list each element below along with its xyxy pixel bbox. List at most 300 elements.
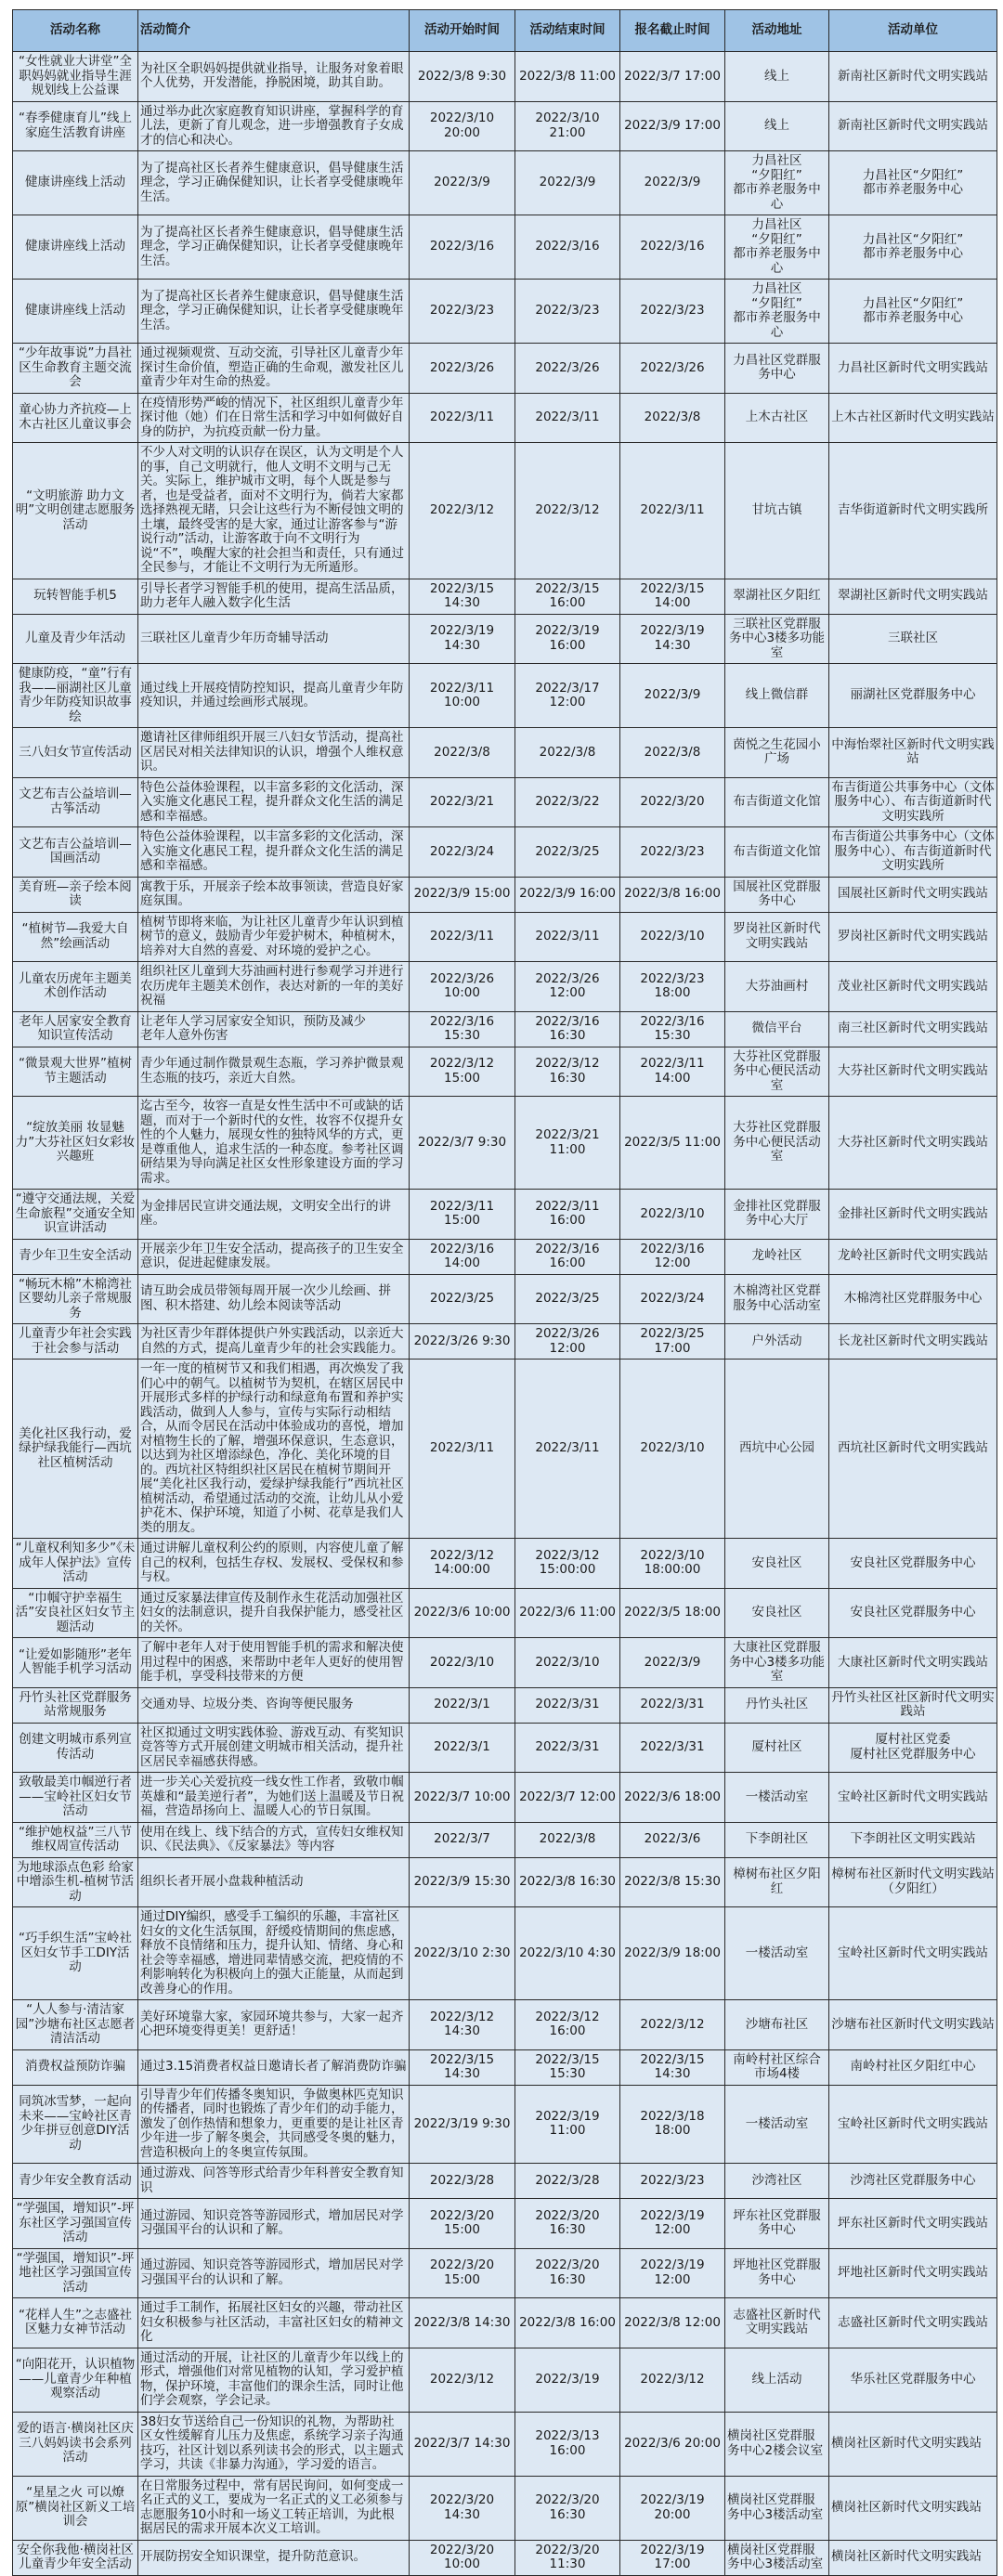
signup-deadline-cell: 2022/3/10 18:00:00 — [620, 1539, 725, 1589]
end-time-cell: 2022/3/15 15:30 — [515, 2049, 620, 2085]
header-start-time: 活动开始时间 — [410, 10, 515, 52]
activity-name-cell: “向阳花开，认识植物——儿童青少年种植观察活动 — [13, 2348, 138, 2412]
start-time-cell: 2022/3/11 — [410, 393, 515, 443]
end-time-cell: 2022/3/17 12:00 — [515, 664, 620, 728]
end-time-cell: 2022/3/12 15:00:00 — [515, 1539, 620, 1589]
table-row — [13, 1097, 997, 1190]
location-cell: 力昌社区党群服务中心 — [725, 344, 829, 394]
signup-deadline-cell: 2022/3/5 18:00 — [620, 1588, 725, 1638]
location-cell: 国展社区党群服务中心 — [725, 877, 829, 912]
header-signup-deadline: 报名截止时间 — [620, 10, 725, 52]
activity-description-cell: 社区拟通过文明实践体验、游戏互动、有奖知识竞答等方式开展创建文明城市相关活动，提升社区居民幸福感获得感。 — [138, 1723, 410, 1773]
start-time-cell: 2022/3/15 14:30 — [410, 2049, 515, 2085]
activity-description-cell: 通过讲解儿童权利公约的原则，内容使儿童了解自己的权利，包括生存权、发展权、受保权和参与权。 — [138, 1539, 410, 1589]
signup-deadline-cell: 2022/3/9 17:00 — [620, 101, 725, 151]
start-time-cell: 2022/3/20 15:00 — [410, 2248, 515, 2298]
location-cell: 大芬社区党群服务中心便民活动室 — [725, 1047, 829, 1097]
signup-deadline-cell: 2022/3/15 14:30 — [620, 2049, 725, 2085]
signup-deadline-cell: 2022/3/8 — [620, 728, 725, 778]
table-row — [13, 1011, 997, 1047]
organizer-cell: 布吉街道公共事务中心（文体服务中心）、布吉街道新时代文明实践所 — [829, 827, 997, 878]
start-time-cell: 2022/3/10 20:00 — [410, 101, 515, 151]
location-cell: 下李朗社区 — [725, 1822, 829, 1857]
organizer-cell: 吉华街道新时代文明实践所 — [829, 443, 997, 579]
activity-description-cell: 通过视频观赏、互动交流，引导社区儿童青少年探讨生命价值，塑造正确的生命观，激发社区儿童青少年对生命的热爱。 — [138, 344, 410, 394]
activity-name-cell: 消费权益预防诈骗 — [13, 2049, 138, 2085]
signup-deadline-cell: 2022/3/12 — [620, 2348, 725, 2412]
organizer-cell: 力昌社区“夕阳红” 都市养老服务中心 — [829, 280, 997, 344]
start-time-cell: 2022/3/9 15:30 — [410, 1857, 515, 1907]
activity-name-cell: 童心协力齐抗疫—上木古社区儿童议事会 — [13, 393, 138, 443]
location-cell: 丹竹头社区 — [725, 1687, 829, 1723]
activity-name-cell: 健康讲座线上活动 — [13, 215, 138, 280]
start-time-cell: 2022/3/9 15:00 — [410, 877, 515, 912]
start-time-cell: 2022/3/28 — [410, 2164, 515, 2199]
location-cell: 大芬油画村 — [725, 962, 829, 1012]
end-time-cell: 2022/3/25 — [515, 827, 620, 878]
table-row — [13, 2164, 997, 2199]
end-time-cell: 2022/3/8 — [515, 728, 620, 778]
table-row — [13, 877, 997, 912]
header-activity-description: 活动简介 — [138, 10, 410, 52]
organizer-cell: 三联社区 — [829, 614, 997, 664]
organizer-cell: 厦村社区党委 厦村社区党群服务中心 — [829, 1723, 997, 1773]
location-cell: 力昌社区 “夕阳红” 都市养老服务中心 — [725, 280, 829, 344]
activity-description-cell: 通过手工制作，拓展社区妇女的兴趣，带动社区妇女积极参与社区活动，丰富社区妇女的精神文化 — [138, 2298, 410, 2348]
start-time-cell: 2022/3/12 15:00 — [410, 1047, 515, 1097]
activity-name-cell: 老年人居家安全教育知识宣传活动 — [13, 1011, 138, 1047]
activity-description-cell: 通过3.15消费者权益日邀请长者了解消费防诈骗 — [138, 2049, 410, 2085]
organizer-cell: 丽湖社区党群服务中心 — [829, 664, 997, 728]
signup-deadline-cell: 2022/3/31 — [620, 1723, 725, 1773]
table-row — [13, 443, 997, 579]
organizer-cell: 力昌社区“夕阳红” 都市养老服务中心 — [829, 151, 997, 215]
table-row — [13, 393, 997, 443]
start-time-cell: 2022/3/26 — [410, 344, 515, 394]
activity-name-cell: “人人参与·清洁家园”沙塘布社区志愿者清洁活动 — [13, 2000, 138, 2050]
activity-description-cell: 为了提高社区长者养生健康意识，倡导健康生活理念，学习正确保健知识，让长者享受健康晚年生活。 — [138, 151, 410, 215]
table-row — [13, 1822, 997, 1857]
end-time-cell: 2022/3/16 — [515, 215, 620, 280]
end-time-cell: 2022/3/20 16:30 — [515, 2248, 620, 2298]
activity-description-cell: 通过活动的开展，让社区的儿童青少年以线上的形式，增强他们对常见植物的认知，学习爱护植物，保护环境，丰富他们的课余生活，同时让他们学会观察，学会记录。 — [138, 2348, 410, 2412]
signup-deadline-cell: 2022/3/31 — [620, 1687, 725, 1723]
signup-deadline-cell: 2022/3/9 — [620, 664, 725, 728]
table-header-row — [13, 10, 997, 52]
table-row — [13, 912, 997, 962]
organizer-cell: 沙塘布社区新时代文明实践站 — [829, 2000, 997, 2050]
signup-deadline-cell: 2022/3/16 — [620, 215, 725, 280]
signup-deadline-cell: 2022/3/11 — [620, 443, 725, 579]
activity-name-cell: “畅玩木棉”木棉湾社区婴幼儿亲子常规服务 — [13, 1274, 138, 1324]
start-time-cell: 2022/3/11 10:00 — [410, 664, 515, 728]
start-time-cell: 2022/3/15 14:30 — [410, 579, 515, 614]
organizer-cell: 布吉街道公共事务中心（文体服务中心）、布吉街道新时代文明实践所 — [829, 777, 997, 827]
end-time-cell: 2022/3/11 — [515, 393, 620, 443]
activity-name-cell: “女性就业大讲堂”全职妈妈就业指导生涯规划线上公益课 — [13, 52, 138, 102]
table-row — [13, 280, 997, 344]
activity-description-cell: 通过游园、知识竞答等游园形式，增加居民对学习强国平台的认识和了解。 — [138, 2199, 410, 2249]
signup-deadline-cell: 2022/3/9 — [620, 151, 725, 215]
table-row — [13, 1190, 997, 1240]
start-time-cell: 2022/3/8 9:30 — [410, 52, 515, 102]
end-time-cell: 2022/3/10 4:30 — [515, 1907, 620, 2000]
activity-description-cell: 寓教于乐，开展亲子绘本故事领读，营造良好家庭氛围。 — [138, 877, 410, 912]
start-time-cell: 2022/3/16 15:30 — [410, 1011, 515, 1047]
start-time-cell: 2022/3/26 10:00 — [410, 962, 515, 1012]
location-cell: 三联社区党群服务中心3楼多功能室 — [725, 614, 829, 664]
activity-name-cell: 爱的语言·横岗社区庆三八妈妈读书会系列活动 — [13, 2412, 138, 2476]
activity-name-cell: 健康讲座线上活动 — [13, 280, 138, 344]
signup-deadline-cell: 2022/3/10 — [620, 1360, 725, 1539]
activity-description-cell: 通过游园、知识竞答等游园形式，增加居民对学习强国平台的认识和了解。 — [138, 2248, 410, 2298]
signup-deadline-cell: 2022/3/8 15:30 — [620, 1857, 725, 1907]
start-time-cell: 2022/3/11 — [410, 912, 515, 962]
table-row — [13, 1857, 997, 1907]
location-cell: 樟树布社区夕阳红 — [725, 1857, 829, 1907]
activity-name-cell: “巧手织生活”宝岭社区妇女节手工DIY活动 — [13, 1907, 138, 2000]
signup-deadline-cell: 2022/3/23 — [620, 280, 725, 344]
start-time-cell: 2022/3/12 — [410, 443, 515, 579]
end-time-cell: 2022/3/26 — [515, 344, 620, 394]
start-time-cell: 2022/3/12 14:30 — [410, 2000, 515, 2050]
table-body — [13, 52, 997, 2576]
activity-description-cell: 使用在线上、线下结合的方式，宣传妇女维权知识、《民法典》、《反家暴法》等内容 — [138, 1822, 410, 1857]
activity-name-cell: “文明旅游 助力文明”文明创建志愿服务活动 — [13, 443, 138, 579]
signup-deadline-cell: 2022/3/26 — [620, 344, 725, 394]
start-time-cell: 2022/3/1 — [410, 1687, 515, 1723]
end-time-cell: 2022/3/12 16:30 — [515, 1047, 620, 1097]
organizer-cell: 沙湾社区党群服务中心 — [829, 2164, 997, 2199]
end-time-cell: 2022/3/6 11:00 — [515, 1588, 620, 1638]
signup-deadline-cell: 2022/3/10 — [620, 1190, 725, 1240]
table-row — [13, 1539, 997, 1589]
end-time-cell: 2022/3/16 16:00 — [515, 1239, 620, 1274]
signup-deadline-cell: 2022/3/25 17:00 — [620, 1324, 725, 1360]
organizer-cell: 南三社区新时代文明实践站 — [829, 1011, 997, 1047]
end-time-cell: 2022/3/8 — [515, 1822, 620, 1857]
organizer-cell: 西坑社区新时代文明实践站 — [829, 1360, 997, 1539]
start-time-cell: 2022/3/20 14:30 — [410, 2476, 515, 2540]
end-time-cell: 2022/3/19 — [515, 2348, 620, 2412]
signup-deadline-cell: 2022/3/8 16:00 — [620, 877, 725, 912]
activity-description-cell: 了解中老年人对于使用智能手机的需求和解决使用过程中的困惑，来帮助中老年人更好的使用智能手机，享受科技带来的方便 — [138, 1638, 410, 1688]
end-time-cell: 2022/3/7 12:00 — [515, 1773, 620, 1823]
activity-name-cell: “学强国，增知识”-坪地社区学习强国宣传活动 — [13, 2248, 138, 2298]
signup-deadline-cell: 2022/3/16 12:00 — [620, 1239, 725, 1274]
activity-name-cell: 儿童青少年社会实践于社会参与活动 — [13, 1324, 138, 1360]
table-row — [13, 2348, 997, 2412]
location-cell: 南岭村社区综合市场4楼 — [725, 2049, 829, 2085]
end-time-cell: 2022/3/8 16:30 — [515, 1857, 620, 1907]
activity-name-cell: “绽放美丽 妆显魅力”大芬社区妇女彩妆兴趣班 — [13, 1097, 138, 1190]
activity-description-cell: 特色公益体验课程，以丰富多彩的文化活动，深入实施文化惠民工程，提升群众文化生活的满足感和幸福感。 — [138, 827, 410, 878]
activity-description-cell: 为金排居民宣讲交通法规，文明安全出行的讲座。 — [138, 1190, 410, 1240]
location-cell: 一楼活动室 — [725, 1773, 829, 1823]
activity-description-cell: 38妇女节送给自己一份知识的礼物，为帮助社区女性缓解育儿压力及焦虑，系统学习亲子沟通技巧，社区计划以系列读书会的形式，以主题式学习，共读《非暴力沟通》，学习爱的语言。 — [138, 2412, 410, 2476]
start-time-cell: 2022/3/12 14:00:00 — [410, 1539, 515, 1589]
signup-deadline-cell: 2022/3/16 15:30 — [620, 1011, 725, 1047]
activity-name-cell: “让爱如影随形”老年人智能手机学习活动 — [13, 1638, 138, 1688]
start-time-cell: 2022/3/12 — [410, 2348, 515, 2412]
table-row — [13, 1239, 997, 1274]
activity-name-cell: 健康防疫，“童”行有我——丽湖社区儿童青少年防疫知识故事绘 — [13, 664, 138, 728]
organizer-cell: 横岗社区新时代文明实践站 — [829, 2412, 997, 2476]
signup-deadline-cell: 2022/3/12 — [620, 2000, 725, 2050]
table-row — [13, 101, 997, 151]
end-time-cell: 2022/3/15 16:00 — [515, 579, 620, 614]
activity-name-cell: 儿童农历虎年主题美术创作活动 — [13, 962, 138, 1012]
signup-deadline-cell: 2022/3/19 17:00 — [620, 2540, 725, 2575]
start-time-cell: 2022/3/19 14:30 — [410, 614, 515, 664]
end-time-cell: 2022/3/20 16:30 — [515, 2199, 620, 2249]
start-time-cell: 2022/3/26 9:30 — [410, 1324, 515, 1360]
end-time-cell: 2022/3/12 16:00 — [515, 2000, 620, 2050]
location-cell: 安良社区 — [725, 1539, 829, 1589]
activity-name-cell: “星星之火 可以燎原”横岗社区新义工培训会 — [13, 2476, 138, 2540]
activity-description-cell: 通过反家暴法律宣传及制作永生花活动加强社区妇女的法制意识，提升自我保护能力，感受社区的关怀。 — [138, 1588, 410, 1638]
table-row — [13, 1588, 997, 1638]
activity-name-cell: “巾帼守护幸福生活”安良社区妇女节主题活动 — [13, 1588, 138, 1638]
activity-name-cell: 文艺布吉公益培训—古筝活动 — [13, 777, 138, 827]
end-time-cell: 2022/3/28 — [515, 2164, 620, 2199]
organizer-cell: 宝岭社区新时代文明实践站 — [829, 2085, 997, 2164]
end-time-cell: 2022/3/13 16:00 — [515, 2412, 620, 2476]
activity-name-cell: 玩转智能手机5 — [13, 579, 138, 614]
start-time-cell: 2022/3/16 — [410, 215, 515, 280]
location-cell: 大康社区党群服务中心3楼多功能室 — [725, 1638, 829, 1688]
activity-name-cell: “微景观大世界”植树节主题活动 — [13, 1047, 138, 1097]
header-organizer: 活动单位 — [829, 10, 997, 52]
table-row — [13, 2049, 997, 2085]
activity-description-cell: 在日常服务过程中，常有居民询问，如何变成一名正式的义工，要成为一名正式的义工必须参与志愿服务10小时和一场义工转正培训，为此根据居民的需求开展本次义工培训。 — [138, 2476, 410, 2540]
start-time-cell: 2022/3/1 — [410, 1723, 515, 1773]
activity-description-cell: 为了提高社区长者养生健康意识，倡导健康生活理念，学习正确保健知识，让长者享受健康晚年生活。 — [138, 280, 410, 344]
end-time-cell: 2022/3/31 — [515, 1687, 620, 1723]
signup-deadline-cell: 2022/3/19 14:30 — [620, 614, 725, 664]
activity-description-cell: 不少人对文明的认识存在误区，认为文明是个人的事，自己文明就行，他人文明不文明与己无关。实际上，维护城市文明，每个人既是参与者，也是受益者，面对不文明行为，倘若大家都选择熟视无睹，只会让这些行为不断侵蚀文明的土壤，最终受害的是大家，通过让游客参与“游说行动”活动，让游客敢于向不文明行为说“不”，唤醒大家的社会担当和责任，只有通过全民参与，才能让不文明行为无所遁形。 — [138, 443, 410, 579]
activity-description-cell: 三联社区儿童青少年历奇辅导活动 — [138, 614, 410, 664]
activity-description-cell: 引导青少年们传播冬奥知识，争做奥林匹克知识的传播者，同时也锻炼了青少年们的动手能力，激发了创作热情和想象力，更重要的是让社区青少年进一步了解冬奥会，共同感受冬奥的魅力，营造积极向上的冬奥宣传氛围。 — [138, 2085, 410, 2164]
table-row — [13, 1638, 997, 1688]
activity-description-cell: 在疫情形势严峻的情况下，社区组织儿童青少年探讨他（她）们在日常生活和学习中如何做好自身的防护，为抗疫贡献一份力量。 — [138, 393, 410, 443]
organizer-cell: 新南社区新时代文明实践站 — [829, 52, 997, 102]
signup-deadline-cell: 2022/3/6 — [620, 1822, 725, 1857]
start-time-cell: 2022/3/8 14:30 — [410, 2298, 515, 2348]
organizer-cell: 力昌社区新时代文明实践站 — [829, 344, 997, 394]
signup-deadline-cell: 2022/3/23 — [620, 827, 725, 878]
table-row — [13, 151, 997, 215]
table-row — [13, 1907, 997, 2000]
activity-description-cell: 美好环境靠大家，家园环境共参与，大家一起齐心把环境变得更美！更舒适！ — [138, 2000, 410, 2050]
end-time-cell: 2022/3/26 12:00 — [515, 1324, 620, 1360]
signup-deadline-cell: 2022/3/23 — [620, 2164, 725, 2199]
table-row — [13, 777, 997, 827]
activity-name-cell: 健康讲座线上活动 — [13, 151, 138, 215]
header-location: 活动地址 — [725, 10, 829, 52]
table-row — [13, 2412, 997, 2476]
signup-deadline-cell: 2022/3/9 — [620, 1638, 725, 1688]
signup-deadline-cell: 2022/3/15 14:00 — [620, 579, 725, 614]
end-time-cell: 2022/3/8 16:00 — [515, 2298, 620, 2348]
table-row — [13, 2199, 997, 2249]
organizer-cell: 志盛社区新时代文明实践站 — [829, 2298, 997, 2348]
start-time-cell: 2022/3/10 — [410, 1638, 515, 1688]
signup-deadline-cell: 2022/3/6 18:00 — [620, 1773, 725, 1823]
location-cell: 线上 — [725, 52, 829, 102]
start-time-cell: 2022/3/21 — [410, 777, 515, 827]
start-time-cell: 2022/3/25 — [410, 1274, 515, 1324]
organizer-cell: 安良社区党群服务中心 — [829, 1539, 997, 1589]
table-row — [13, 728, 997, 778]
organizer-cell: 新南社区新时代文明实践站 — [829, 101, 997, 151]
activity-description-cell: 组织长者开展小盘栽种植活动 — [138, 1857, 410, 1907]
organizer-cell: 华乐社区党群服务中心 — [829, 2348, 997, 2412]
table-row — [13, 2248, 997, 2298]
organizer-cell: 坪地社区新时代文明实践站 — [829, 2248, 997, 2298]
signup-deadline-cell: 2022/3/10 — [620, 912, 725, 962]
start-time-cell: 2022/3/7 9:30 — [410, 1097, 515, 1190]
organizer-cell: 横岗社区新时代文明实践站 — [829, 2476, 997, 2540]
location-cell: 龙岭社区 — [725, 1239, 829, 1274]
activity-description-cell: 为了提高社区长者养生健康意识，倡导健康生活理念，学习正确保健知识，让长者享受健康晚年生活。 — [138, 215, 410, 280]
start-time-cell: 2022/3/7 — [410, 1822, 515, 1857]
table-row — [13, 1360, 997, 1539]
signup-deadline-cell: 2022/3/8 12:00 — [620, 2298, 725, 2348]
activity-name-cell: 创建文明城市系列宣传活动 — [13, 1723, 138, 1773]
location-cell: 翠湖社区夕阳红 — [725, 579, 829, 614]
activity-name-cell: 儿童及青少年活动 — [13, 614, 138, 664]
end-time-cell: 2022/3/19 11:00 — [515, 2085, 620, 2164]
signup-deadline-cell: 2022/3/9 18:00 — [620, 1907, 725, 2000]
location-cell: 户外活动 — [725, 1324, 829, 1360]
location-cell: 茵悦之生花园小广场 — [725, 728, 829, 778]
activity-name-cell: “学强国，增知识”-坪东社区学习强国宣传活动 — [13, 2199, 138, 2249]
activity-name-cell: “春季健康育儿”线上家庭生活教育讲座 — [13, 101, 138, 151]
location-cell: 线上 — [725, 101, 829, 151]
start-time-cell: 2022/3/6 10:00 — [410, 1588, 515, 1638]
start-time-cell: 2022/3/24 — [410, 827, 515, 878]
organizer-cell: 龙岭社区新时代文明实践站 — [829, 1239, 997, 1274]
end-time-cell: 2022/3/23 — [515, 280, 620, 344]
activity-name-cell: 三八妇女节宣传活动 — [13, 728, 138, 778]
end-time-cell: 2022/3/11 — [515, 912, 620, 962]
organizer-cell: 罗岗社区新时代文明实践站 — [829, 912, 997, 962]
organizer-cell: 上木古社区新时代文明实践站 — [829, 393, 997, 443]
end-time-cell: 2022/3/8 11:00 — [515, 52, 620, 102]
table-row — [13, 2476, 997, 2540]
location-cell: 线上微信群 — [725, 664, 829, 728]
activity-name-cell: 为地球添点色彩 给家中增添生机-植树节活动 — [13, 1857, 138, 1907]
organizer-cell: 金排社区新时代文明实践站 — [829, 1190, 997, 1240]
start-time-cell: 2022/3/7 14:30 — [410, 2412, 515, 2476]
location-cell: 沙塘布社区 — [725, 2000, 829, 2050]
signup-deadline-cell: 2022/3/18 18:00 — [620, 2085, 725, 2164]
location-cell: 罗岗社区新时代文明实践站 — [725, 912, 829, 962]
activity-name-cell: 丹竹头社区党群服务站常规服务 — [13, 1687, 138, 1723]
table-row — [13, 2000, 997, 2050]
location-cell: 线上活动 — [725, 2348, 829, 2412]
activity-description-cell: 一年一度的植树节又和我们相遇，再次焕发了我们心中的朝气。以植树节为契机，在辖区居民中开展形式多样的护绿行动和绿意角布置和养护实践活动，做到人人参与，宣传与实际行动相结合，从而令居民在活动中体验成功的喜悦，增加对植物生长的了解，增强环保意识，生态意识，以达到为社区增添绿色，净化、美化环境的目的。西坑社区特组织社区居民在植树节期间开展“美化社区我行动，爱绿护绿我能行”西坑社区植树活动，希望通过活动的交流，让幼儿从小爱护花木、保护环境，知道了小树、花草是我们人类的朋友。 — [138, 1360, 410, 1539]
activity-name-cell: “花样人生”之志盛社区魅力女神节活动 — [13, 2298, 138, 2348]
table-row — [13, 52, 997, 102]
table-row — [13, 664, 997, 728]
organizer-cell: 横岗社区新时代文明实践站 — [829, 2540, 997, 2575]
end-time-cell: 2022/3/31 — [515, 1723, 620, 1773]
activity-description-cell: 通过游戏、问答等形式给青少年科普安全教育知识 — [138, 2164, 410, 2199]
location-cell: 布吉街道文化馆 — [725, 777, 829, 827]
start-time-cell: 2022/3/16 14:00 — [410, 1239, 515, 1274]
start-time-cell: 2022/3/9 — [410, 151, 515, 215]
end-time-cell: 2022/3/9 — [515, 151, 620, 215]
activity-description-cell: 迄古至今，妆容一直是女性生活中不可或缺的话题，而对于一个新时代的女性，妆容不仅提升女性的个人魅力，展现女性的独特风华的方式，更是尊重他人，追求生活的一种态度。参考社区调研结果为导向满足社区女性形象建设方面的学习需求。 — [138, 1097, 410, 1190]
organizer-cell: 力昌社区“夕阳红” 都市养老服务中心 — [829, 215, 997, 280]
end-time-cell: 2022/3/11 — [515, 1360, 620, 1539]
location-cell: 力昌社区 “夕阳红” 都市养老服务中心 — [725, 151, 829, 215]
table-row — [13, 1047, 997, 1097]
signup-deadline-cell: 2022/3/7 17:00 — [620, 52, 725, 102]
table-row — [13, 2540, 997, 2575]
table-row — [13, 962, 997, 1012]
organizer-cell: 下李朗社区文明实践站 — [829, 1822, 997, 1857]
end-time-cell: 2022/3/25 — [515, 1274, 620, 1324]
signup-deadline-cell: 2022/3/23 18:00 — [620, 962, 725, 1012]
table-row — [13, 215, 997, 280]
activity-description-cell: 特色公益体验课程，以丰富多彩的文化活动，深入实施文化惠民工程，提升群众文化生活的满足感和幸福感。 — [138, 777, 410, 827]
activity-description-cell: 通过DIY编织，感受手工编织的乐趣，丰富社区妇女的文化生活氛围，舒缓疫情期间的焦虑感，释放不良情绪和压力，提升认知、情绪、身心和社会等幸福感，增进同辈情感交流，把疫情的不利影响转化为积极向上的强大正能量，从而起到改善身心的作用。 — [138, 1907, 410, 2000]
organizer-cell: 大芬社区新时代文明实践站 — [829, 1097, 997, 1190]
start-time-cell: 2022/3/23 — [410, 280, 515, 344]
activity-description-cell: 青少年通过制作微景观生态瓶，学习养护微景观生态瓶的技巧，亲近大自然。 — [138, 1047, 410, 1097]
start-time-cell: 2022/3/20 10:00 — [410, 2540, 515, 2575]
organizer-cell: 樟树布社区新时代文明实践站 （夕阳红） — [829, 1857, 997, 1907]
signup-deadline-cell: 2022/3/24 — [620, 1274, 725, 1324]
activity-name-cell: 同筑冰雪梦，一起向未来——宝岭社区青少年拼豆创意DIY活动 — [13, 2085, 138, 2164]
location-cell: 一楼活动室 — [725, 2085, 829, 2164]
signup-deadline-cell: 2022/3/19 20:00 — [620, 2476, 725, 2540]
location-cell: 木棉湾社区党群服务中心活动室 — [725, 1274, 829, 1324]
table-row — [13, 2085, 997, 2164]
header-activity-name: 活动名称 — [13, 10, 138, 52]
organizer-cell: 安良社区党群服务中心 — [829, 1588, 997, 1638]
table-row — [13, 1773, 997, 1823]
table-row — [13, 2298, 997, 2348]
activity-description-cell: 邀请社区律师组织开展三八妇女节活动，提高社区居民对相关法律知识的认识，增强个人维权意识。 — [138, 728, 410, 778]
organizer-cell: 茂业社区新时代文明实践站 — [829, 962, 997, 1012]
activity-name-cell: 致敬最美巾帼逆行者——宝岭社区妇女节活动 — [13, 1773, 138, 1823]
organizer-cell: 国展社区新时代文明实践站 — [829, 877, 997, 912]
activity-description-cell: 请互助会成员带领每周开展一次少儿绘画、拼图、积木搭建、幼儿绘本阅读等活动 — [138, 1274, 410, 1324]
end-time-cell: 2022/3/20 16:30 — [515, 2476, 620, 2540]
organizer-cell: 宝岭社区新时代文明实践站 — [829, 1773, 997, 1823]
location-cell: 安良社区 — [725, 1588, 829, 1638]
start-time-cell: 2022/3/11 15:00 — [410, 1190, 515, 1240]
signup-deadline-cell: 2022/3/11 14:00 — [620, 1047, 725, 1097]
header-end-time: 活动结束时间 — [515, 10, 620, 52]
activity-name-cell: “维护她权益”三八节维权周宣传活动 — [13, 1822, 138, 1857]
location-cell: 横岗社区党群服务中心2楼会议室 — [725, 2412, 829, 2476]
start-time-cell: 2022/3/20 15:00 — [410, 2199, 515, 2249]
location-cell: 布吉街道文化馆 — [725, 827, 829, 878]
end-time-cell: 2022/3/26 12:00 — [515, 962, 620, 1012]
activity-name-cell: “植树节—我爱大自然”绘画活动 — [13, 912, 138, 962]
end-time-cell: 2022/3/20 11:30 — [515, 2540, 620, 2575]
location-cell: 厦村社区 — [725, 1723, 829, 1773]
end-time-cell: 2022/3/22 — [515, 777, 620, 827]
table-row — [13, 614, 997, 664]
location-cell: 横岗社区党群服务中心3楼活动室 — [725, 2540, 829, 2575]
organizer-cell: 木棉湾社区党群服务中心 — [829, 1274, 997, 1324]
